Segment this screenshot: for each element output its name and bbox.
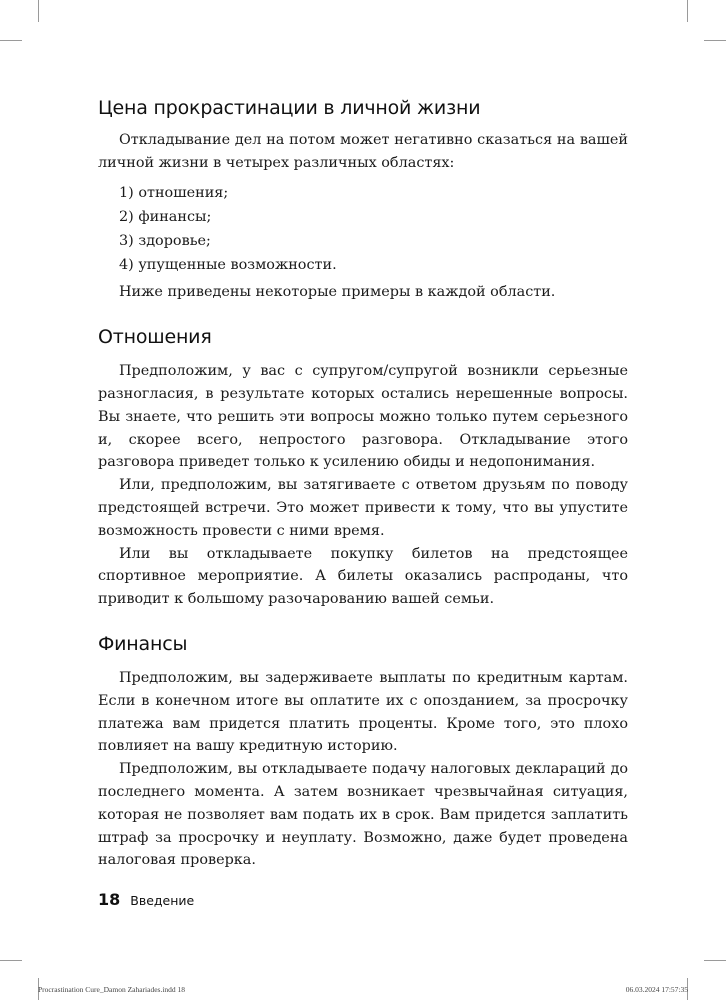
crop-mark <box>38 0 39 22</box>
running-head: Введение <box>130 893 195 908</box>
page-content <box>98 95 628 872</box>
page-number: 18 <box>98 890 121 909</box>
paragraph: Или, предположим, вы затягиваете с ответом друзьям по поводу предстоящей встречи. Это может привести к тому, что вы упустите возможность провести с ними время. <box>98 477 628 539</box>
section-title: Цена прокрастинации в личной жизни <box>98 97 481 119</box>
paragraph: Предположим, вы задерживаете выплаты по кредитным картам. Если в конечном итоге вы оплатите их с опозданием, за просрочку платежа вам придется платить проценты. Кроме того, это плохо повлияет на вашу кредитную историю. <box>98 669 628 755</box>
crop-mark <box>704 960 726 961</box>
list-item: 3) здоровье; <box>119 233 211 249</box>
list-item: 2) финансы; <box>119 208 212 225</box>
page-footer <box>98 890 194 909</box>
paragraph: Ниже приведены некоторые примеры в каждой области. <box>119 284 556 301</box>
crop-mark <box>687 0 688 22</box>
list-item: 4) упущенные возможности. <box>119 257 337 274</box>
paragraph: Откладывание дел на потом может негативно сказаться на вашей личной жизни в четырех различных областях: <box>98 132 628 171</box>
slug-file-info: Procrastination Cure_Damon Zahariades.indd 18 <box>38 985 186 994</box>
paragraph: Предположим, вы откладываете подачу налоговых деклараций до последнего момента. А затем возникает чрезвычайная ситуация, которая не позволяет вам подать их в срок. Вам придется заплатить штраф за просрочку и неуплату. Возможно, даже будет проведена налоговая проверка. <box>98 761 628 869</box>
crop-mark <box>704 40 726 41</box>
numbered-list <box>98 181 628 278</box>
section-title: Отношения <box>98 326 212 349</box>
list-item: 1) отношения; <box>119 184 229 201</box>
paragraph: Предположим, у вас с супругом/супругой возникли серьезные разногласия, в результате которых остались нерешенные вопросы. Вы знаете, что решить эти вопросы можно только путем серьезного и, скорее всего, непростого разговора. Откладывание этого разговора приведет только к усилению обиды и недопонимания. <box>98 363 628 471</box>
crop-mark <box>0 960 22 961</box>
paragraph: Или вы откладываете покупку билетов на предстоящее спортивное мероприятие. А билеты оказались распроданы, что приводит к большому разочарованию вашей семьи. <box>98 545 628 608</box>
section-title: Финансы <box>98 632 188 655</box>
slug-timestamp: 06.03.2024 17:57:35 <box>625 985 688 994</box>
crop-mark <box>0 40 22 41</box>
